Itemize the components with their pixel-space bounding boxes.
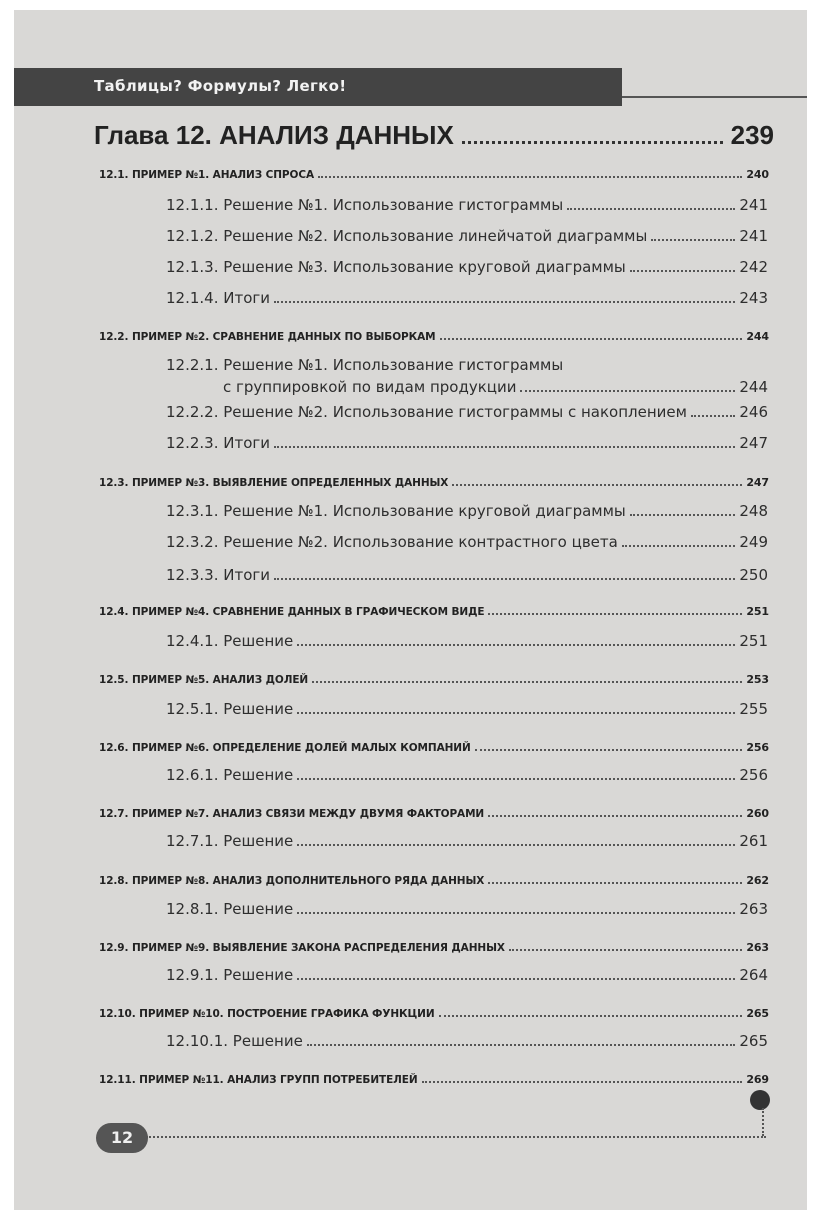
toc-section-12-11: 12.11. ПРИМЕР №11. АНАЛИЗ ГРУПП ПОТРЕБИТЕЛЕЙ 269: [99, 1073, 769, 1086]
footer-dotted-rule: [146, 1136, 766, 1138]
toc-subsection-12-3-3: 12.3.3. Итоги 250: [166, 566, 768, 584]
toc-section-12-4: 12.4. ПРИМЕР №4. СРАВНЕНИЕ ДАННЫХ В ГРАФИЧЕСКОМ ВИДЕ 251: [99, 605, 769, 618]
toc-subsection-12-9-1: 12.9.1. Решение 264: [166, 966, 768, 984]
toc-subsection-12-2-1: 12.2.1. Решение №1. Использование гистограммы с группировкой по видам продукции 244: [166, 356, 768, 396]
chapter-title: Глава 12. АНАЛИЗ ДАННЫХ: [94, 120, 454, 150]
toc-section-12-2: 12.2. ПРИМЕР №2. СРАВНЕНИЕ ДАННЫХ ПО ВЫБОРКАМ 244: [99, 330, 769, 343]
toc-subsection-12-6-1: 12.6.1. Решение 256: [166, 766, 768, 784]
toc-subsection-12-5-1: 12.5.1. Решение 255: [166, 700, 768, 718]
toc-subsection-12-10-1: 12.10.1. Решение 265: [166, 1032, 768, 1050]
toc-subsection-12-1-3: 12.1.3. Решение №3. Использование круговой диаграммы 242: [166, 258, 768, 276]
toc-section-12-6: 12.6. ПРИМЕР №6. ОПРЕДЕЛЕНИЕ ДОЛЕЙ МАЛЫХ КОМПАНИЙ 256: [99, 741, 769, 754]
footer-dot-ornament: [750, 1090, 770, 1110]
toc-section-12-8: 12.8. ПРИМЕР №8. АНАЛИЗ ДОПОЛНИТЕЛЬНОГО РЯДА ДАННЫХ 262: [99, 874, 769, 887]
toc-subsection-12-8-1: 12.8.1. Решение 263: [166, 900, 768, 918]
footer-vertical-dots: [762, 1108, 764, 1136]
toc-subsection-12-3-1: 12.3.1. Решение №1. Использование круговой диаграммы 248: [166, 502, 768, 520]
toc-subsection-12-1-4: 12.1.4. Итоги 243: [166, 289, 768, 307]
toc-section-12-9: 12.9. ПРИМЕР №9. ВЫЯВЛЕНИЕ ЗАКОНА РАСПРЕДЕЛЕНИЯ ДАННЫХ 263: [99, 941, 769, 954]
toc-subsection-12-1-2: 12.1.2. Решение №2. Использование линейчатой диаграммы 241: [166, 227, 768, 245]
toc-section-12-1: 12.1. ПРИМЕР №1. АНАЛИЗ СПРОСА 240: [99, 168, 769, 181]
toc-subsection-12-1-1: 12.1.1. Решение №1. Использование гистограммы 241: [166, 196, 768, 214]
running-header-rule: [622, 96, 807, 98]
running-header-title: Таблицы? Формулы? Легко!: [94, 77, 347, 95]
toc-section-12-10: 12.10. ПРИМЕР №10. ПОСТРОЕНИЕ ГРАФИКА ФУНКЦИИ 265: [99, 1007, 769, 1020]
toc-subsection-12-4-1: 12.4.1. Решение 251: [166, 632, 768, 650]
chapter-heading: [94, 120, 774, 151]
toc-section-12-3: 12.3. ПРИМЕР №3. ВЫЯВЛЕНИЕ ОПРЕДЕЛЕННЫХ ДАННЫХ 247: [99, 476, 769, 489]
chapter-page: 239: [730, 120, 774, 150]
toc-subsection-12-2-3: 12.2.3. Итоги 247: [166, 434, 768, 452]
toc-section-12-7: 12.7. ПРИМЕР №7. АНАЛИЗ СВЯЗИ МЕЖДУ ДВУМЯ ФАКТОРАМИ 260: [99, 807, 769, 820]
book-page: [14, 10, 807, 1210]
page-number-badge: 12: [96, 1123, 148, 1153]
toc-subsection-12-7-1: 12.7.1. Решение 261: [166, 832, 768, 850]
toc-section-12-5: 12.5. ПРИМЕР №5. АНАЛИЗ ДОЛЕЙ 253: [99, 673, 769, 686]
toc-subsection-12-3-2: 12.3.2. Решение №2. Использование контрастного цвета 249: [166, 533, 768, 551]
toc-subsection-12-2-2: 12.2.2. Решение №2. Использование гистограммы с накоплением 246: [166, 403, 768, 421]
chapter-leader-dots: [462, 135, 723, 144]
